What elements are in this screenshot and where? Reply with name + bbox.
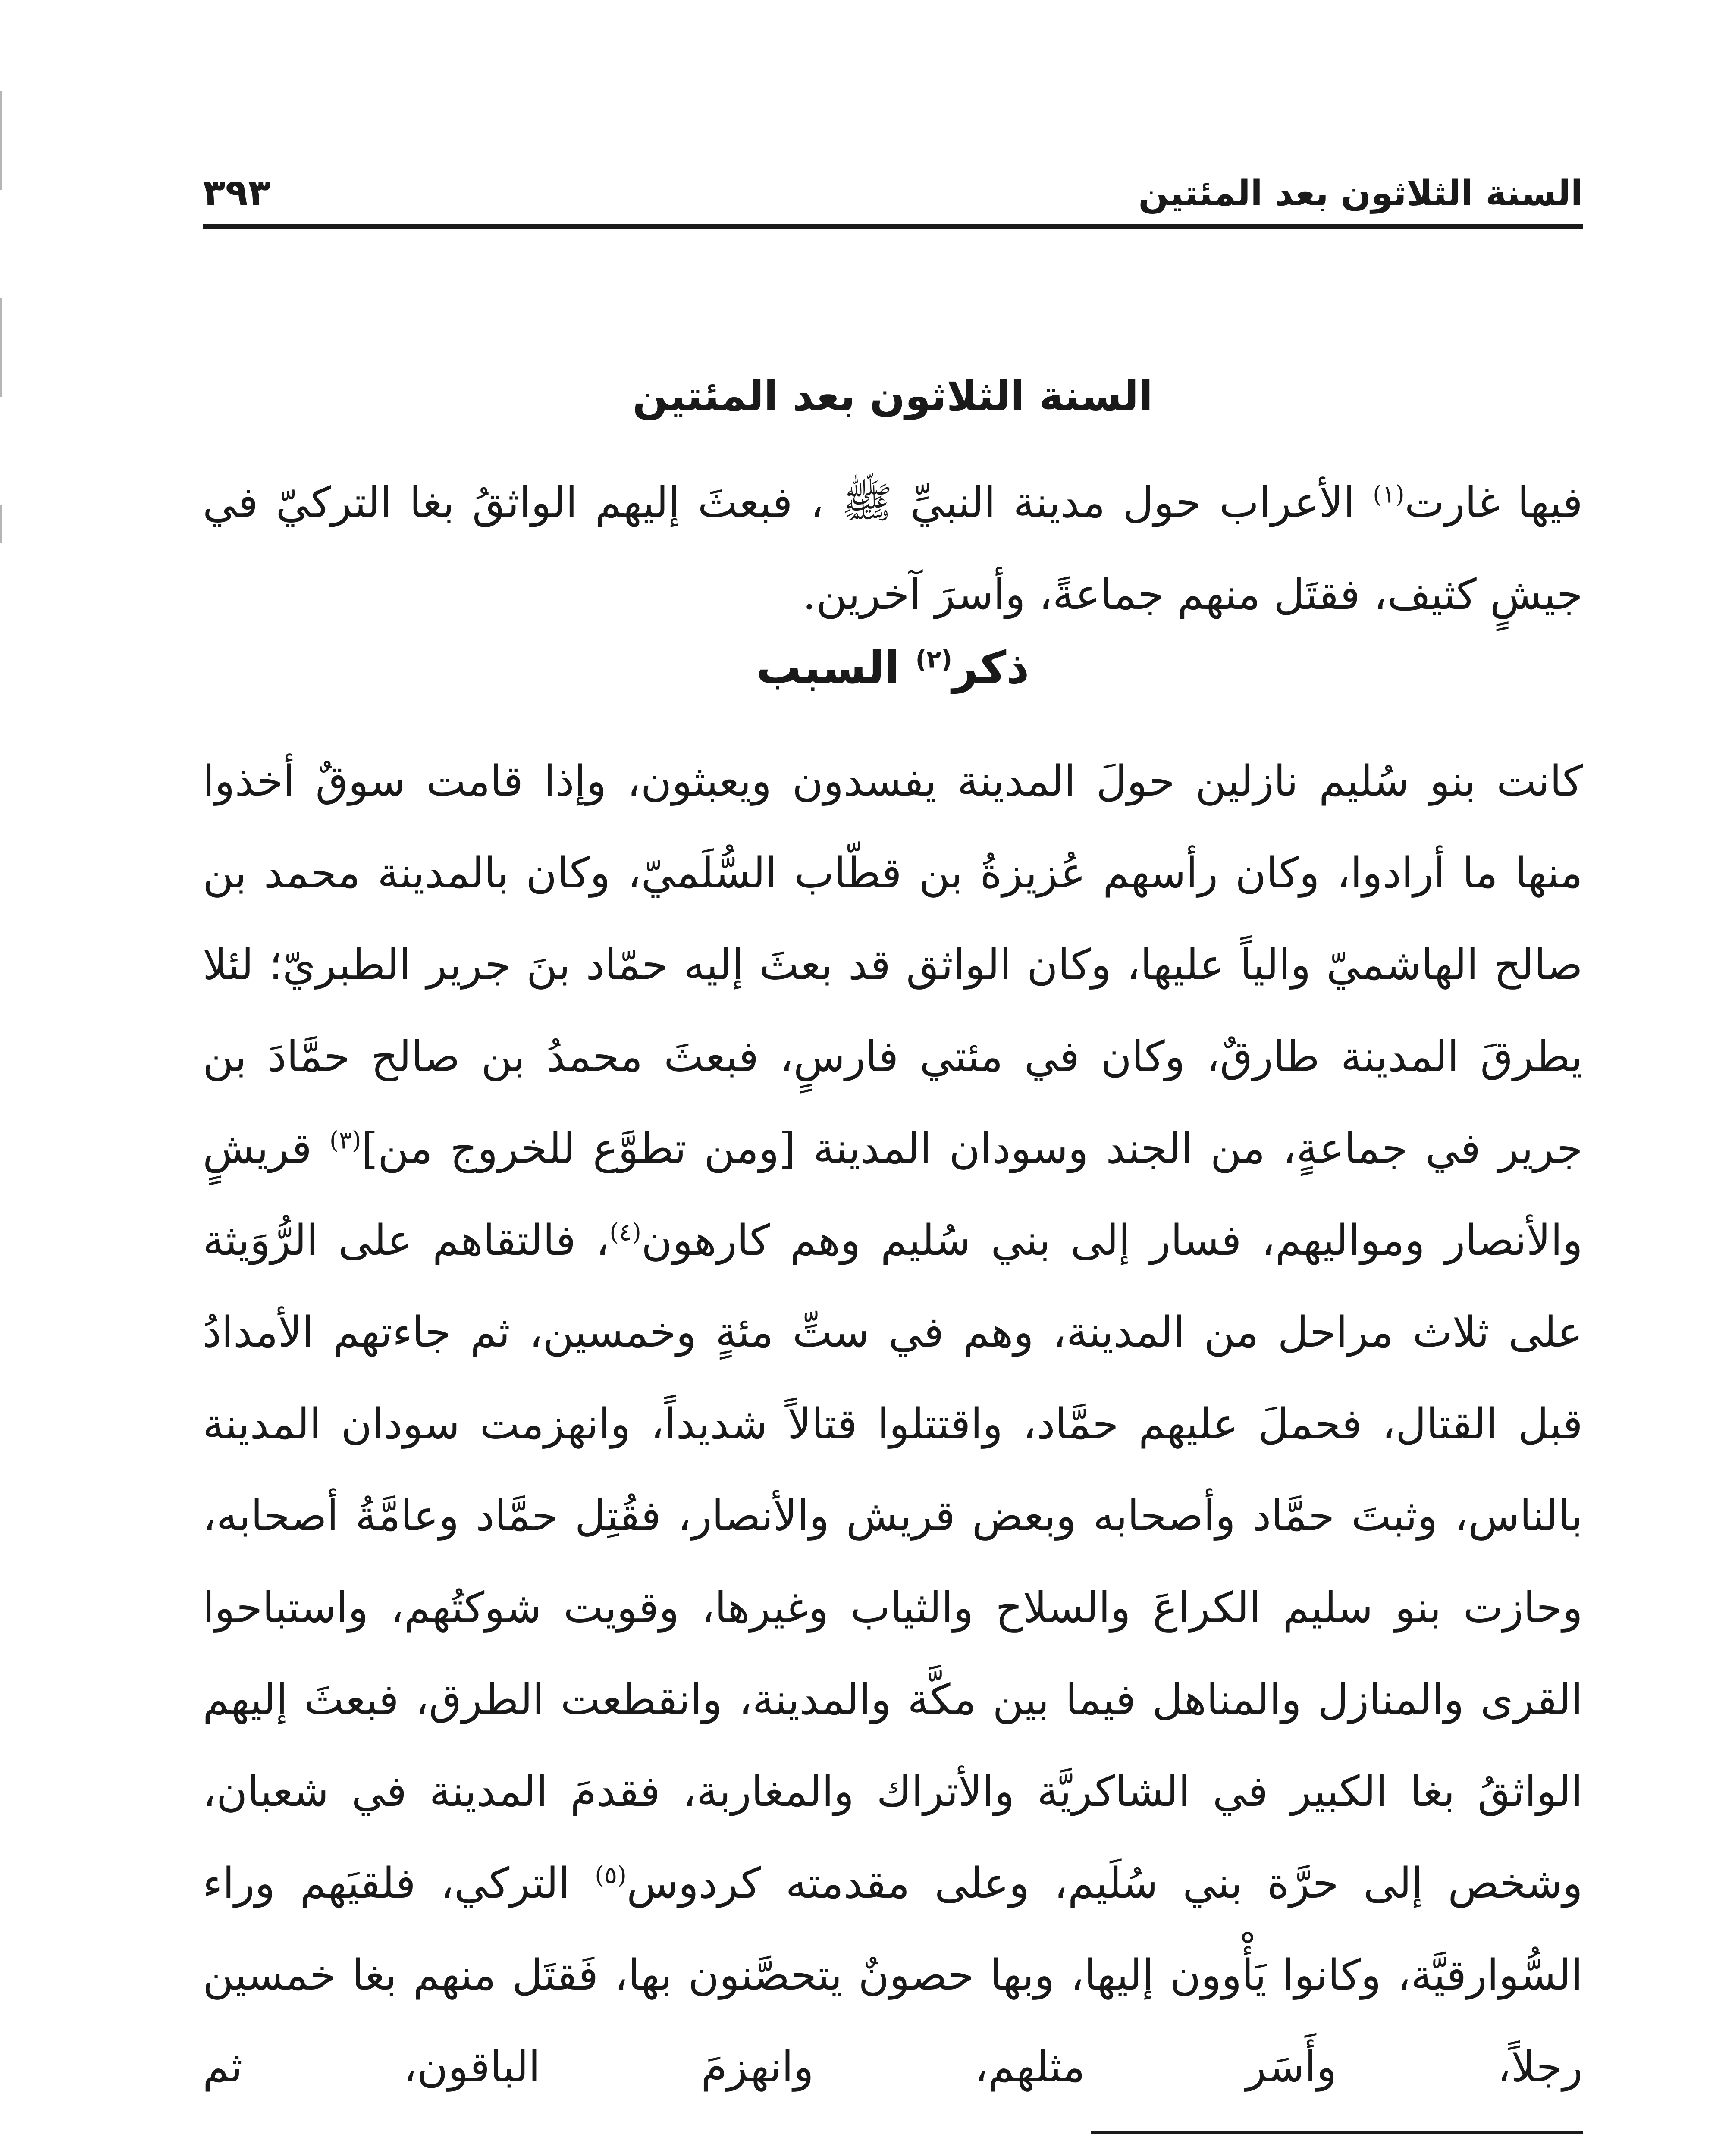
paragraph-main-part-1: كانت بنو سُليم نازلين حولَ المدينة يفسدون ويعبثون، وإذا قامت سوقٌ أخذوا منها ما أرادوا، وكان رأسهم عُزيزةُ بن قطّاب السُّلَميّ، وكان بالمدينة محمد بن صالح الهاشميّ والياً عليها، وكان الواثق قد بعثَ إليه حمّاد بنَ جرير الطبريّ؛ لئلا يطرقَ المدينة طارقٌ، وكان في مئتي فارسٍ، فبعثَ محمدُ بن صالح حمَّادَ بن جرير في جماعةٍ، من الجند وسودان المدينة [ومن تطوَّع للخروج من] bbox=[203, 757, 1583, 1173]
page-number: ٣٩٣ bbox=[203, 171, 271, 214]
paragraph-main-part-4: التركي، فلقيَهم وراء السُّوارقيَّة، وكانوا يَأْوون إليها، وبها حصونٌ يتحصَّنون بها، فَقتَل منهم بغا خمسين رجلاً، وأَسَر مثلهم، وانهزمَ الباقون، ثم bbox=[203, 1859, 1583, 2092]
paragraph-main-part-3: ، فالتقاهم على الرُّوَيثة على ثلاث مراحل من المدينة، وهم في ستِّ مئةٍ وخمسين، ثم جاءتهم الأمدادُ قبل القتال، فحملَ عليهم حمَّاد، واقتتلوا قتالاً شديداً، وانهزمت سودان المدينة بالناس، وثبتَ حمَّاد وأصحابه وبعض قريش والأنصار، فقُتِل حمَّاد وعامَّةُ أصحابه، وحازت بنو سليم الكراعَ والسلاح والثياب وغيرها، وقويت شوكتُهم، واستباحوا القرى والمنازل والمناهل فيما بين مكَّة والمدينة، وانقطعت الطرق، فبعثَ إليهم الواثقُ بغا الكبير في الشاكريَّة والأتراك والمغاربة، فقدمَ المدينة في شعبان، وشخص إلى حرَّة بني سُلَيم، وعلى مقدمته كردوس bbox=[203, 1216, 1583, 1908]
footnote-1 bbox=[203, 2142, 1583, 2156]
running-header-title: السنة الثلاثون بعد المئتين bbox=[1138, 173, 1583, 214]
footnotes-section bbox=[203, 2142, 1583, 2156]
sub-heading-word: ذكر bbox=[952, 641, 1029, 694]
sub-heading bbox=[203, 641, 1583, 705]
book-page bbox=[203, 129, 1583, 2156]
scan-edge-mark-top bbox=[0, 91, 2, 190]
footnote-number bbox=[1518, 2142, 1583, 2156]
footnote-marker-5: (٥) bbox=[595, 1861, 627, 1890]
footnote-marker-4: (٤) bbox=[609, 1218, 642, 1247]
running-header bbox=[203, 129, 1583, 229]
footnotes-divider bbox=[1091, 2131, 1583, 2134]
paragraph-main-part-2: قريشٍ والأنصار ومواليهم، فسار إلى بني سُليم وهم كارهون bbox=[203, 1124, 1583, 1265]
scan-edge-mark-lower bbox=[0, 505, 2, 543]
sub-heading-word-2: السبب bbox=[756, 641, 916, 694]
footnote-text bbox=[203, 2142, 1518, 2156]
footnote-marker-2: (٢) bbox=[915, 646, 953, 674]
footnote-marker-1: (١) bbox=[1373, 480, 1405, 509]
scan-edge-mark-middle bbox=[0, 298, 2, 397]
paragraph-main bbox=[203, 736, 1583, 2113]
section-heading: السنة الثلاثون بعد المئتين bbox=[632, 372, 1153, 420]
footnote-marker-3: (٣) bbox=[329, 1126, 361, 1155]
paragraph-opening-text-start: فيها غارت bbox=[1404, 478, 1583, 527]
paragraph-opening bbox=[203, 457, 1583, 641]
paragraph-opening-text-end: الأعراب حول مدينة النبيِّ ﷺ ، فبعثَ إليهم الواثقُ بغا التركيّ في جيشٍ كثيف، فقتَل منهم جماعةً، وأسرَ آخرين. bbox=[203, 478, 1583, 619]
